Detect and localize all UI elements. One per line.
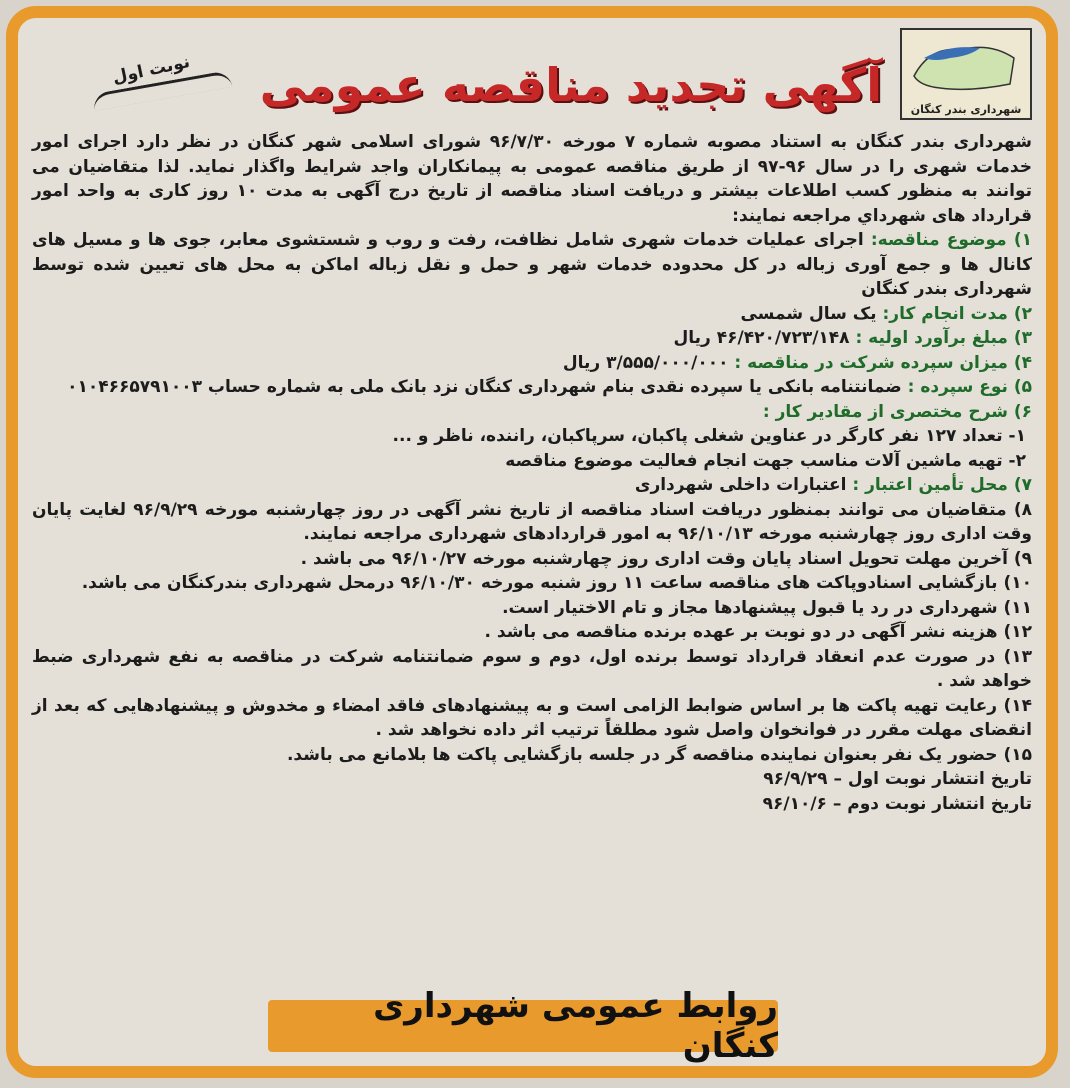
publication-round: نوبت اول	[110, 52, 192, 88]
item-label: ۷) محل تأمین اعتبار :	[852, 475, 1032, 495]
notice-title: آگهی تجدید مناقصه عمومی	[259, 58, 882, 112]
municipality-logo	[900, 28, 1032, 120]
intro-paragraph: شهرداری بندر کنگان به استناد مصوبه شماره ۷ مورخه ۹۶/۷/۳۰ شورای اسلامی شهر کنگان در نظر دارد اجرای امور خدمات شهری را در سال ۹۶-۹۷ از طریق مناقصه عمومی به پیمانکاران واجد شرایط واگذار نماید. لذا متقاضیان می توانند به منظور کسب اطلاعات بیشتر و دریافت اسناد مناقصه از تاریخ درج آگهی به مدت ۱۰ روز کاری به واحد امور قرارداد های شهرداي مراجعه نمایند:	[32, 132, 1033, 226]
notice-body	[32, 28, 1032, 1066]
item-12: ۱۲) هزینه نشر آگهی در دو نوبت بر عهده برنده مناقصه می باشد .	[484, 622, 1032, 642]
item-label: ۱) موضوع مناقصه:	[870, 230, 1033, 250]
item-15: ۱۵) حضور یک نفر بعنوان نماینده مناقصه گر در جلسه بازگشایی پاکت ها بلامانع می باشد.	[286, 744, 1032, 765]
item-label: ۴) میزان سپرده شرکت در مناقصه :	[734, 352, 1032, 373]
public-relations-banner: روابط عمومی شهرداری کنگان	[268, 1000, 778, 1052]
item-6	[32, 400, 1032, 425]
item-label: ۵) نوع سپرده :	[907, 377, 1032, 397]
item-text: یک سال شمسی	[740, 303, 883, 324]
item-14: ۱۴) رعایت تهیه پاکت ها بر اساس ضوابط الزامی است و به پیشنهادهای فاقد امضاء و مخدوش و پیشنهادهایی که بعد از انقضای مهلت مقرر در فوانخوان واصل شود مطلقاً ترتیب اثر داده نخواهد شد .	[32, 695, 1032, 740]
item-5	[32, 375, 1032, 400]
first-publication-date: تاریخ انتشار نوبت اول – ۹۶/۹/۲۹	[763, 769, 1032, 789]
item-6-sub-1: ۱- تعداد ۱۲۷ نفر کارگر در عناوین شغلی پاکبان، سرپاکبان، راننده، ناظر و ...	[392, 426, 1026, 446]
item-9: ۹) آخرین مهلت تحویل اسناد پایان وقت اداری روز چهارشنبه مورخه ۹۶/۱۰/۲۷ می باشد .	[300, 548, 1032, 569]
item-1	[32, 228, 1032, 302]
notice-frame	[6, 6, 1058, 1078]
logo-caption: شهرداری بندر کنگان	[910, 103, 1022, 116]
item-13: ۱۳) در صورت عدم انعقاد قرارداد توسط برنده اول، دوم و سوم ضمانتنامه شرکت در مناقصه به نفع شهرداری ضبط خواهد شد .	[32, 646, 1032, 691]
item-6-sub-2: ۲- تهیه ماشین آلات مناسب جهت انجام فعالیت موضوع مناقصه	[505, 450, 1026, 471]
item-7	[32, 473, 1032, 498]
map-icon	[910, 36, 1020, 96]
item-label: ۲) مدت انجام کار:	[882, 303, 1032, 324]
item-10: ۱۰) بازگشایی اسنادوپاکت های مناقصه ساعت ۱۱ روز شنبه مورخه ۹۶/۱۰/۳۰ درمحل شهرداری بندرکنگان می باشد.	[81, 573, 1032, 593]
item-8: ۸) متقاضیان می توانند بمنظور دریافت اسناد مناقصه از تاریخ نشر آگهی در روز چهارشنبه مورخه ۹۶/۹/۲۹ لغایت پایان وقت اداری روز چهارشنبه مورخه ۹۶/۱۰/۱۳ به امور قراردادهای شهرداری مراجعه نمایند.	[32, 499, 1033, 544]
item-3	[32, 326, 1032, 351]
item-2	[32, 302, 1032, 327]
item-text: اجرای عملیات خدمات شهری شامل نظافت، رفت و روب و شستشوی معابر، جوی ها و مسیل های کانال ها و جمع آوری زباله در کل محدوده خدمات شهر و حمل و نقل زباله اماکن به محل های تعیین شده توسط شهرداری بندر کنگان	[32, 230, 1032, 299]
second-publication-date: تاریخ انتشار نوبت دوم – ۹۶/۱۰/۶	[762, 793, 1032, 814]
item-11: ۱۱) شهرداری در رد یا قبول پیشنهادها مجاز و تام الاختیار است.	[502, 597, 1032, 618]
item-text: اعتبارات داخلی شهرداری	[634, 475, 853, 495]
item-text: ۴۶/۴۲۰/۷۲۳/۱۴۸ ریال	[673, 328, 856, 348]
item-text: ۳/۵۵۵/۰۰۰/۰۰۰ ریال	[562, 352, 735, 373]
item-label: ۳) مبلغ برآورد اولیه :	[855, 328, 1032, 348]
notice-content	[32, 130, 1032, 816]
item-4	[32, 351, 1032, 376]
item-label: ۶) شرح مختصری از مقادیر کار :	[762, 401, 1032, 422]
item-text: ضمانتنامه بانکی یا سپرده نقدی بنام شهرداری کنگان نزد بانک ملی به شماره حساب ۰۱۰۴۶۶۵۷۹۱۰۰۳	[67, 377, 908, 397]
